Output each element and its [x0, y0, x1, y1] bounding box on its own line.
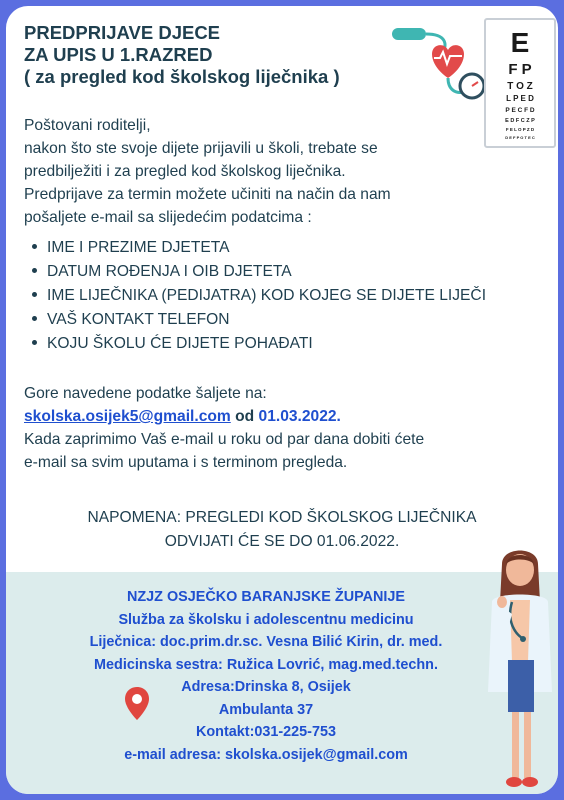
footer-address-1: Adresa:Drinska 8, Osijek	[181, 679, 351, 695]
footer-org: NZJZ OSJEČKO BARANJSKE ŽUPANIJE	[127, 589, 405, 605]
intro-line-5: pošaljete e-mail sa slijedećim podatcima :	[24, 209, 312, 226]
list-item-text: DATUM ROĐENJA I OIB DJETETA	[47, 263, 292, 280]
eye-chart-row-2: F P	[508, 61, 532, 78]
poster-card	[6, 6, 558, 794]
date-prefix: od	[235, 408, 255, 425]
contact-email-line	[24, 405, 424, 428]
intro-text	[24, 114, 544, 229]
eye-chart-row-4: L P E D	[506, 94, 534, 103]
eye-chart-row-8: D E F P O T E C	[505, 135, 535, 140]
location-pin-icon	[124, 686, 150, 722]
intro-line-4: Predprijave za termin možete učiniti na način da nam	[24, 186, 391, 203]
footer-contact-info	[66, 586, 466, 766]
intro-line-3: predbilježiti i za pregled kod školskog liječnika.	[24, 163, 346, 180]
list-item	[32, 332, 486, 356]
title-line-1: PREDPRIJAVE DJECE	[24, 22, 221, 43]
email-link[interactable]: skolska.osijek5@gmail.com	[24, 408, 231, 425]
page-title	[24, 22, 340, 88]
bullet-icon	[32, 244, 37, 249]
list-item	[32, 236, 486, 260]
contact-line-3: Kada zaprimimo Vaš e-mail u roku od par dana dobiti ćete	[24, 431, 425, 448]
heart-blood-pressure-icon	[386, 24, 486, 104]
eye-chart-row-3: T O Z	[507, 81, 533, 92]
footer-doctor: Liječnica: doc.prim.dr.sc. Vesna Bilić Kirin, dr. med.	[89, 634, 443, 650]
bullet-icon	[32, 292, 37, 297]
footer-panel	[6, 572, 558, 794]
eye-chart-row-6: E D F C Z P	[505, 118, 535, 124]
list-item-text: KOJU ŠKOLU ĆE DIJETE POHAĐATI	[47, 335, 313, 352]
intro-line-2: nakon što ste svoje dijete prijavili u školi, trebate se	[24, 140, 378, 157]
bullet-icon	[32, 340, 37, 345]
contact-lead: Gore navedene podatke šaljete na:	[24, 385, 267, 402]
list-item	[32, 308, 486, 332]
contact-instructions	[24, 382, 424, 474]
footer-address-2: Ambulanta 37	[218, 701, 314, 718]
title-line-3: ( za pregled kod školskog liječnika )	[24, 66, 340, 87]
intro-line-1: Poštovani roditelji,	[24, 117, 151, 134]
eye-chart-row-1: E	[510, 27, 530, 58]
note-line-2: ODVIJATI ĆE SE DO 01.06.2022.	[164, 533, 400, 550]
start-date: 01.03.2022.	[258, 408, 341, 425]
list-item	[32, 260, 486, 284]
bullet-icon	[32, 268, 37, 273]
footer-email: e-mail adresa: skolska.osijek@gmail.com	[124, 746, 408, 763]
note-block	[24, 506, 540, 554]
note-line-1: NAPOMENA: PREGLEDI KOD ŠKOLSKOG LIJEČNIKA	[87, 509, 477, 526]
list-item-text: IME I PREZIME DJETETA	[47, 239, 230, 256]
doctor-illustration	[476, 542, 558, 794]
eye-chart-row-7: F E L O P Z D	[505, 127, 535, 132]
footer-service: Služba za školsku i adolescentnu medicinu	[118, 611, 414, 628]
eye-chart-row-5: P E C F D	[505, 107, 535, 114]
required-info-list	[32, 236, 486, 356]
contact-line-4: e-mail sa svim uputama i s terminom pregleda.	[24, 454, 348, 471]
list-item	[32, 284, 486, 308]
footer-phone: Kontakt:031-225-753	[196, 724, 336, 740]
list-item-text: IME LIJEČNIKA (PEDIJATRA) KOD KOJEG SE DIJETE LIJEČI	[47, 287, 487, 304]
list-item-text: VAŠ KONTAKT TELEFON	[47, 311, 230, 328]
footer-nurse: Medicinska sestra: Ružica Lovrić, mag.med.techn.	[94, 656, 438, 673]
bullet-icon	[32, 316, 37, 321]
title-line-2: ZA UPIS U 1.RAZRED	[24, 44, 213, 65]
